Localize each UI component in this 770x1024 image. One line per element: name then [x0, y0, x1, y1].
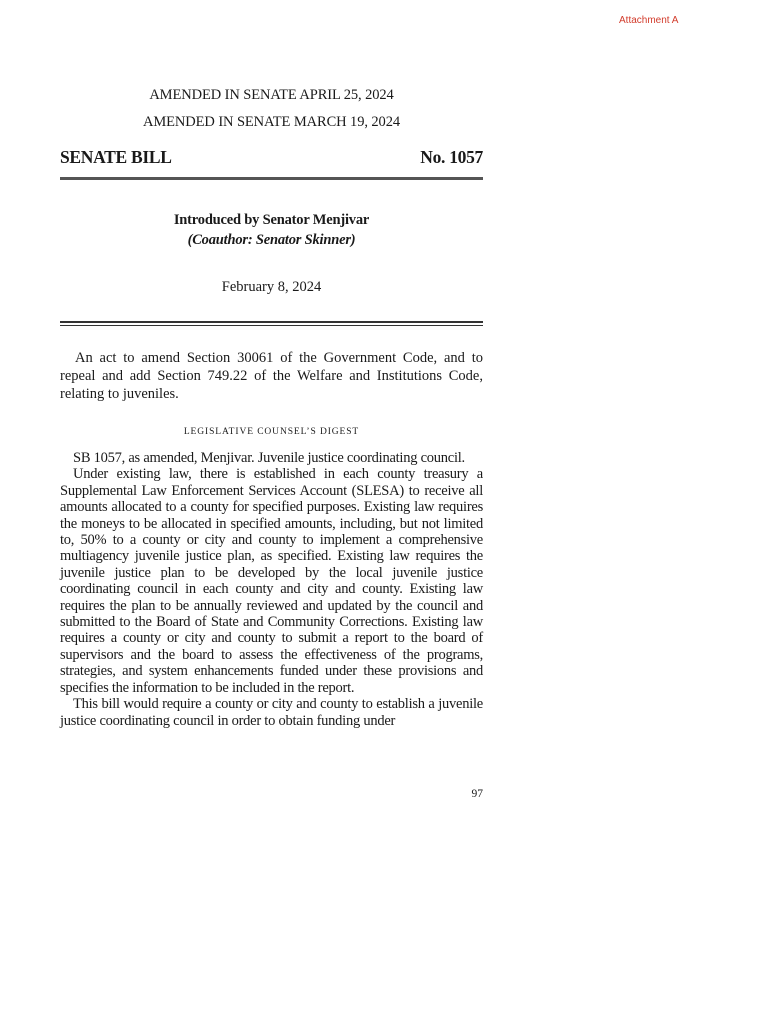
digest-paragraph: This bill would require a county or city and county to establish a juvenile justice coordinating council in order to obtain funding under: [60, 696, 483, 729]
attachment-label: Attachment A: [619, 15, 679, 26]
double-rule-top: [60, 321, 483, 323]
header-divider: [60, 177, 483, 180]
digest-paragraph: SB 1057, as amended, Menjivar. Juvenile justice coordinating council.: [73, 450, 465, 466]
introduced-by: Introduced by Senator Menjivar: [173, 212, 370, 228]
bill-number: No. 1057: [420, 147, 483, 167]
coauthor: (Coauthor: Senator Skinner): [187, 232, 356, 248]
bill-title: SENATE BILL: [60, 147, 172, 167]
digest-paragraph: Under existing law, there is established in each county treasury a Supplemental Law Enforcement Services Account (SLESA) to receive all amounts allocated to a county for specified purposes. Existing law requires the moneys to be allocated in specified amounts, including, but not limited to, 50% to a county or city and county to implement a comprehensive multiagency juvenile justice plan, as specified. Existing law requires the juvenile justice plan to be developed by the local juvenile justice coordinating council in each county and city and county. Existing law requires the plan to be annually reviewed and updated by the council and submitted to the Board of State and Community Corrections. Existing law requires a county or city and county to submit a report to the board of supervisors and the board to assess the effectiveness of the programs, strategies, and system enhancements funded under these provisions and specifies the information to be included in the report.: [60, 466, 483, 696]
amendment-line-2: AMENDED IN SENATE MARCH 19, 2024: [143, 114, 400, 130]
introduction-date: February 8, 2024: [221, 279, 322, 295]
double-rule-bottom: [60, 325, 483, 326]
page-number: 97: [471, 788, 483, 800]
amendment-line-1: AMENDED IN SENATE APRIL 25, 2024: [149, 87, 394, 103]
digest-body: [60, 450, 483, 729]
digest-heading: LEGISLATIVE COUNSEL’S DIGEST: [183, 427, 360, 437]
act-title: An act to amend Section 30061 of the Government Code, and to repeal and add Section 749.22 of the Welfare and Institutions Code, relating to juveniles.: [60, 350, 483, 402]
